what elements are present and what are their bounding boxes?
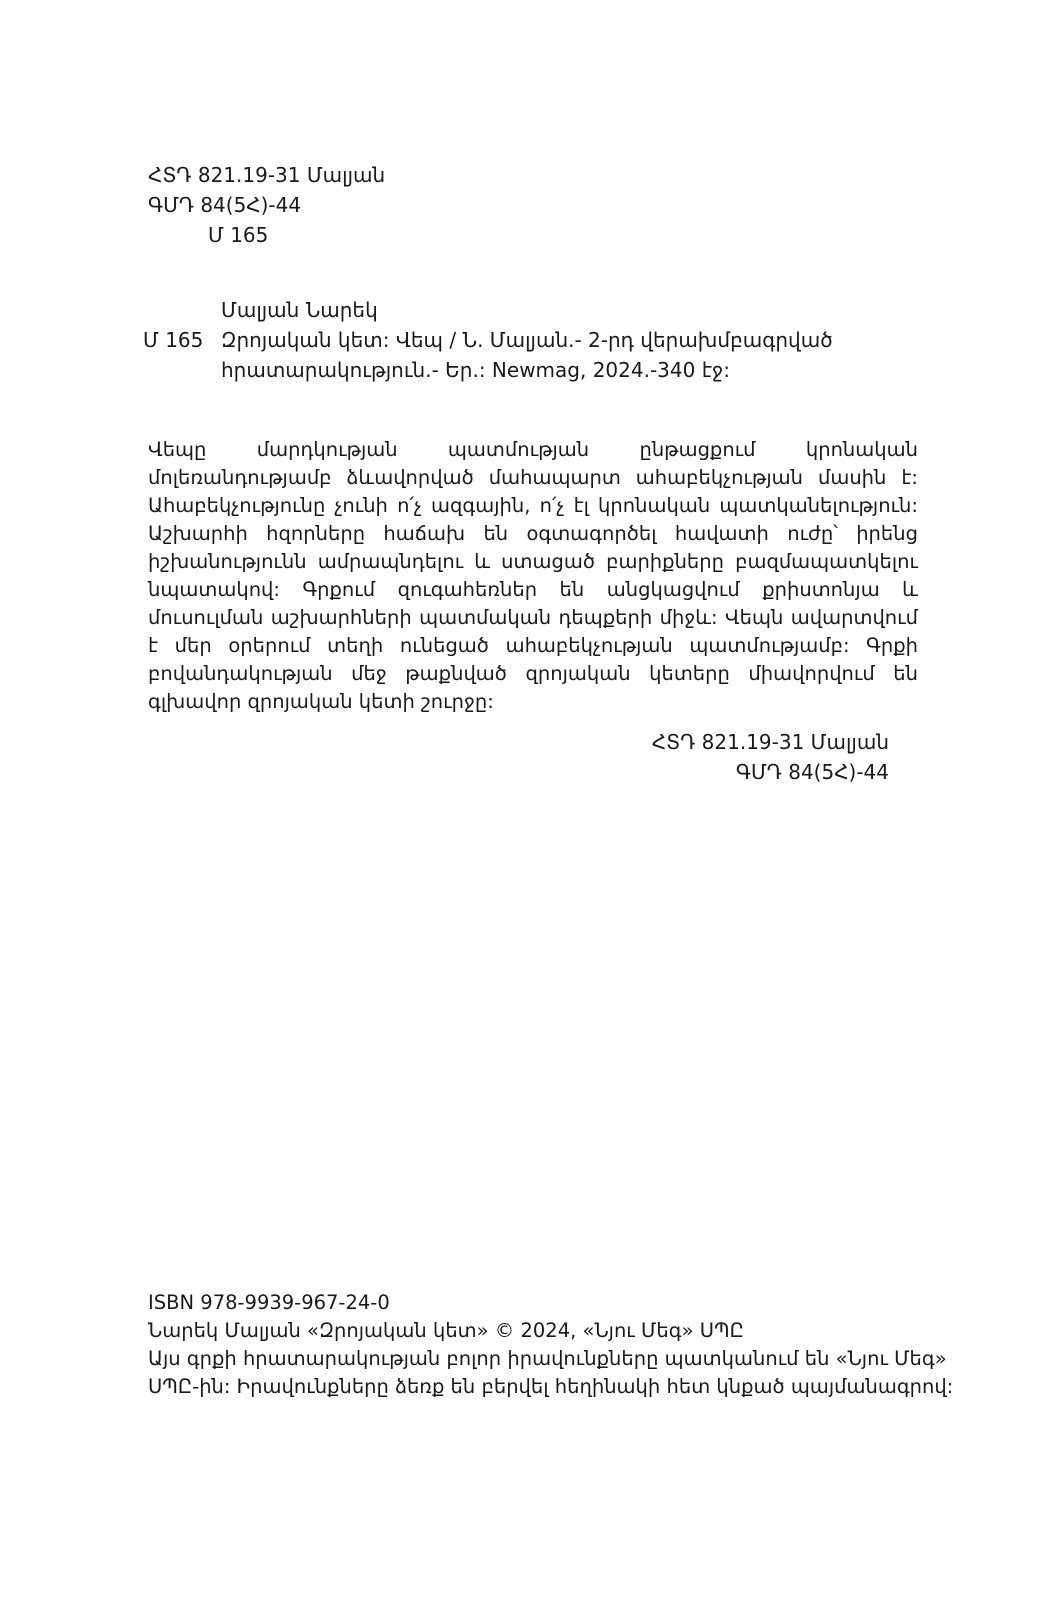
rights-notice-line-1: Այս գրքի հրատարակության բոլոր իրավունքները պատկանում են «Նյու Մեգ» [148, 1347, 947, 1370]
copyright-line: Նարեկ Մալյան «Զրոյական կետ» © 2024, «Նյու Մեգ» ՍՊԸ [148, 1319, 744, 1342]
catalog-imprint: հրատարակություն.- Եր.: Newmag, 2024.-340 էջ: [221, 358, 730, 382]
udc-code: ՀՏԴ 821.19-31 Մալյան [148, 163, 386, 187]
lbc-code: ԳՄԴ 84(5Հ)-44 [148, 193, 302, 217]
catalog-author: Մալյան Նարեկ [221, 298, 378, 322]
catalog-entry [143, 295, 923, 385]
isbn: ISBN 978-9939-967-24-0 [148, 1291, 390, 1314]
udc-code-bottom: ՀՏԴ 821.19-31 Մալյան [651, 730, 889, 754]
lbc-code-bottom: ԳՄԴ 84(5Հ)-44 [735, 760, 889, 784]
catalog-code: Մ 165 [143, 328, 204, 352]
author-mark: Մ 165 [208, 223, 269, 247]
annotation-paragraph: Վեպը մարդկության պատմության ընթացքում կրոնական մոլեռանդությամբ ձևավորված մահապարտ ահաբեկչության մասին է: Ահաբեկչությունը չունի ո՛չ ազգային, ո՛չ էլ կրոնական պատկանելություն: Աշխարհի հզորները հաճախ են օգտագործել հավատի ուժը՝ իրենց իշխանությունն ամրապնդելու և ստացած բարիքները բազմապատկելու նպատակով: Գրքում զուգահեռներ են անցկացվում քրիստոնյա և մուսուլման աշխարհների պատմական դեպքերի միջև: Վեպն ավարտվում է մեր օրերում տեղի ունեցած ահաբեկչության պատմությամբ: Գրքի բովանդակության մեջ թաքնված զրոյական կետերը միավորվում են գլխավոր զրոյական կետի շուրջը: [148, 438, 918, 713]
catalog-title: Զրոյական կետ: Վեպ / Ն. Մալյան.- 2-րդ վերախմբագրված [221, 328, 833, 352]
catalog-body [221, 295, 923, 385]
classification-bottom [652, 727, 889, 787]
classification-top [148, 160, 385, 250]
rights-notice-line-2: ՍՊԸ-ին: Իրավունքները ձեռք են բերվել հեղինակի հետ կնքած պայմանագրով: [148, 1375, 954, 1398]
rights-block [148, 1289, 954, 1401]
